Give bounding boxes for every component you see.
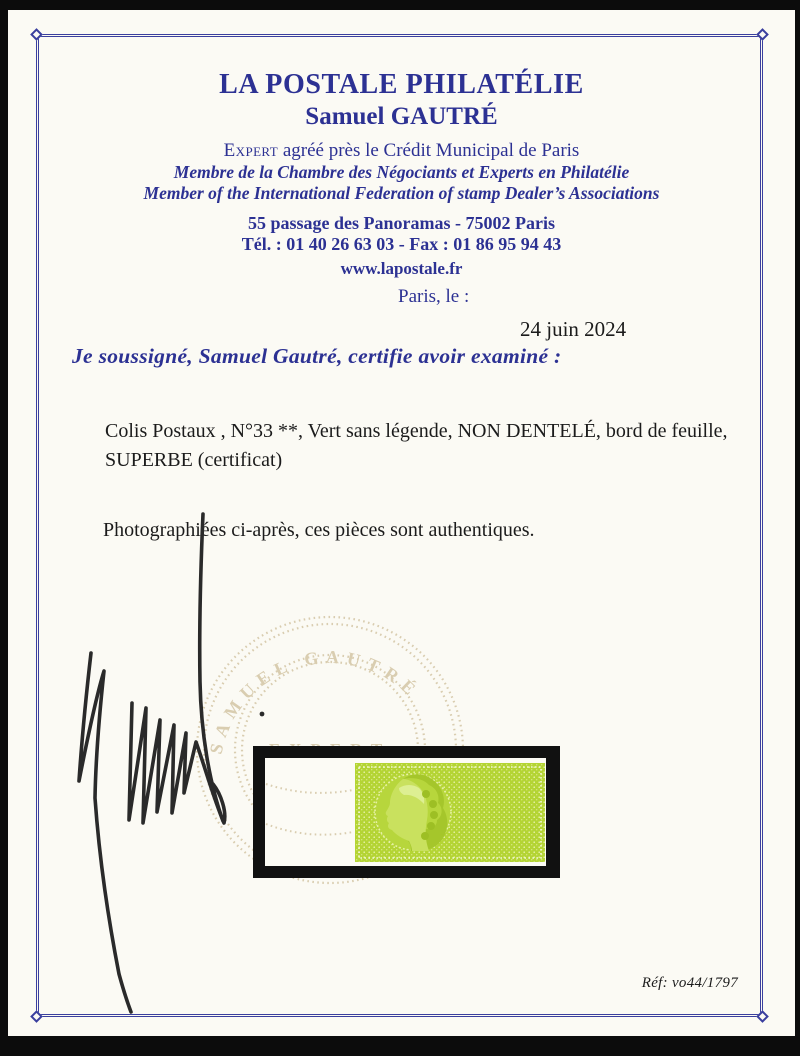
expert-title-line <box>8 140 795 162</box>
expert-name: Samuel GAUTRÉ <box>305 103 498 131</box>
reference-number: Réf: vo44/1797 <box>641 975 738 991</box>
green-stamp <box>355 763 545 862</box>
declaration-line: Je soussigné, Samuel Gautré, certifie avoir examiné : <box>72 344 562 368</box>
place-date-label: Paris, le : <box>398 286 470 307</box>
certificate-paper <box>8 10 795 1036</box>
membership-line-en: Member of the International Federation of stamp Dealer’s Associations <box>143 182 660 203</box>
website-url: www.lapostale.fr <box>340 258 463 278</box>
expert-word: Expert <box>223 139 279 161</box>
phone-fax-line: Tél. : 01 40 26 63 03 - Fax : 01 86 95 94 43 <box>241 234 562 255</box>
membership-line-fr: Membre de la Chambre des Négociants et Experts en Philatélie <box>173 161 630 182</box>
letterhead <box>8 68 795 279</box>
expert-title-rest: agréé près le Crédit Municipal de Paris <box>278 139 580 161</box>
certificate-date: 24 juin 2024 <box>520 317 627 341</box>
seal-arc-text: SAMUEL GAUTRÉ <box>205 646 425 756</box>
item-description: Colis Postaux , N°33 **, Vert sans légende, NON DENTELÉ, bord de feuille, SUPERBE (certificat) <box>105 420 728 471</box>
stamp-photograph <box>253 746 560 878</box>
street-address: 55 passage des Panoramas - 75002 Paris <box>248 213 555 234</box>
authenticity-statement: Photographiées ci-après, ces pièces sont authentiques. <box>103 519 535 541</box>
company-name: LA POSTALE PHILATÉLIE <box>219 69 584 100</box>
